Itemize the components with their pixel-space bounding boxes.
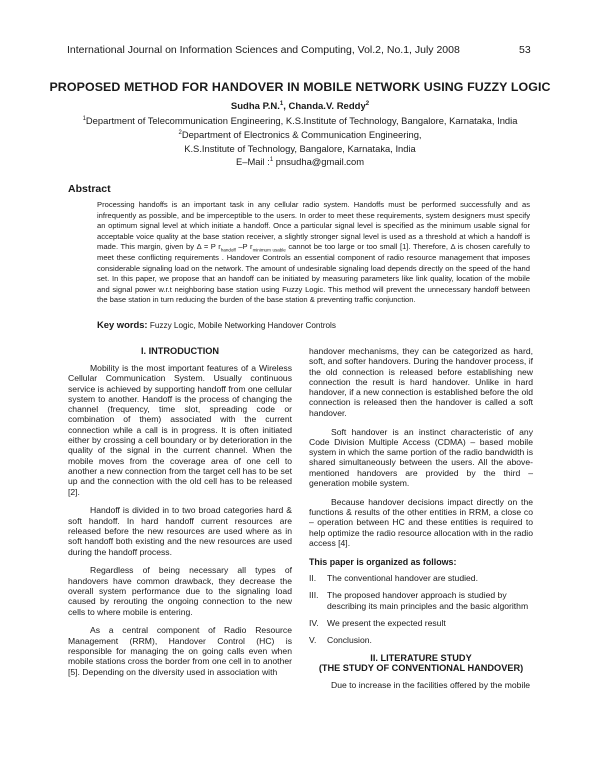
body-paragraph: Soft handover is an instinct characteristic of any Code Division Multiple Access (CDMA) – based mobile system in which the same portion of the radio bandwidth is shared simultaneously between the users. All the above-mentioned handovers are provided by the third – generation mobile system. [309, 426, 533, 489]
outline-text: Conclusion. [327, 635, 372, 646]
outline-text: We present the expected result [327, 618, 446, 629]
abstract-text: cannot be too large or too small [1]. Therefore, Δ is chosen carefully to meet these conflicting requirements . Handover Controls an essential component of radio resource management that imposes considerable signaling load on the network. The amount of undesirable signaling load depends directly on the speed of the hand set. In this paper, we propose that an handoff can be initiated by measuring parameters like link quality, location of the mobile and signal power w.r.t neighboring base station using Fuzzy Logic. This method will prevent the unnecessary handoff between the base station in turn reducing the burden of the base station & preventing traffic conjunction. [97, 242, 530, 305]
email-label: E–Mail : [235, 156, 270, 167]
affiliation-superscript: 1 [82, 115, 86, 122]
organization-heading: This paper is organized as follows: [309, 556, 457, 567]
keywords-line [97, 319, 336, 330]
affiliation-superscript: 2 [178, 129, 182, 136]
section-heading-literature: II. LITERATURE STUDY [370, 652, 472, 663]
body-paragraph: Due to increase in the facilities offered by the mobile [331, 679, 531, 690]
email-superscript: 1 [269, 156, 274, 163]
section-subheading-literature: (THE STUDY OF CONVENTIONAL HANDOVER) [318, 662, 524, 673]
body-paragraph: Regardless of being necessary all types of handovers have common drawback, they decrease the overall system performance due to the signaling load caused by rerouting the ongoing connection to the new cells to where mobile is entering. [68, 565, 292, 617]
abstract-text: Processing handoffs is an important task in any cellular radio system. Handoffs must be performed successfully and as infrequently as possible, and be imperceptible to the users. In order to meet these requirements, system designers must specify an optimum signal level at which initiate a handoff. Once a particular signal level is specified as the minimum usable signal for acceptable voice quality at the base station receiver, a slightly stronger signal level is used as a threshold at which a handoff is made. This margin, given by Δ = P r [97, 200, 530, 252]
author-line [0, 101, 600, 112]
affiliation-line [0, 115, 600, 126]
outline-list [309, 573, 533, 645]
outline-number: V. [309, 635, 317, 646]
email-address: pnsudha@gmail.com [273, 156, 365, 167]
body-paragraph: Mobility is the most important features of a Wireless Cellular Communication System. Usually continuous service is achieved by supporting handoff from one cellular system to another. Handoff is the process of changing the channel (frequency, time slot, spreading code or combination of them) associated with the current connection while a call is in progress. It is often initiated either by crossing a cell boundary or by deterioration in the quality of the signal in the current channel. When the mobile moves from the coverage area of one cell to another a new connection from the target cell has to be set up and the connection with the old cell has to be released [2]. [68, 363, 292, 497]
right-column [309, 346, 533, 690]
outline-number: IV. [309, 618, 319, 629]
section-heading-introduction: I. INTRODUCTION [140, 346, 220, 356]
outline-item [309, 590, 533, 611]
paper-title: PROPOSED METHOD FOR HANDOVER IN MOBILE NETWORK USING FUZZY LOGIC [49, 80, 551, 94]
abstract-body [97, 200, 530, 306]
affiliation-text: Department of Electronics & Communication Engineering, [181, 129, 422, 140]
outline-number: III. [309, 590, 319, 601]
abstract-heading: Abstract [68, 183, 111, 195]
affiliation-text: Department of Telecommunication Engineering, K.S.Institute of Technology, Bangalore, Karnataka, India [85, 115, 518, 126]
abstract-subscript: minimum usable [252, 247, 286, 253]
body-paragraph: Because handover decisions impact directly on the functions & results of the other entities in RRM, a close co – operation between HC and these entities is required to help optimize the radio resource allocation with in the radio access [4]. [309, 496, 533, 549]
outline-item [309, 618, 533, 628]
body-paragraph: Handoff is divided in to two broad categories hard & soft handoff. In hard handoff current resources are released before the new resources are used where as in soft handoff both existing and the new resources are used during the handoff process. [68, 505, 292, 557]
abstract-subscript: handoff [220, 247, 236, 253]
affiliation-line [0, 129, 600, 140]
outline-number: II. [309, 573, 317, 584]
email-line [0, 156, 600, 167]
outline-text: The proposed handover approach is studied by describing its main principles and the basic algorithm [327, 590, 529, 611]
affiliation-line: K.S.Institute of Technology, Bangalore, Karnataka, India [184, 143, 416, 154]
body-paragraph: As a central component of Radio Resource Management (RRM), Handover Control (HC) is responsible for managing the on going calls even when mobile stations cross the border from one cell in to another [5]. Depending on the diversity used in association with [68, 625, 292, 677]
author-separator: , [283, 101, 289, 112]
page-number: 53 [519, 44, 531, 56]
author-name: Chanda.V. Reddy [288, 101, 366, 112]
outline-item [309, 573, 533, 583]
author-superscript: 2 [365, 100, 370, 107]
abstract-text: –P r [235, 242, 253, 252]
left-column [68, 346, 292, 677]
keywords-label: Key words: [97, 319, 148, 330]
author-superscript: 1 [279, 100, 284, 107]
keywords-text: Fuzzy Logic, Mobile Networking Handover Controls [147, 321, 336, 330]
author-name: Sudha P.N. [230, 101, 280, 112]
outline-item [309, 635, 533, 645]
outline-text: The conventional handover are studied. [327, 573, 478, 584]
journal-running-head: International Journal on Information Sciences and Computing, Vol.2, No.1, July 2008 [67, 44, 460, 56]
body-paragraph: handover mechanisms, they can be categorized as hard, soft, and softer handovers. During the handover process, if the old connection is released before establishing new connection the result is hard handover. Unlike in hard handover, if a new connection is established before the old connection is released then the handover is called a soft handover. [309, 346, 533, 418]
